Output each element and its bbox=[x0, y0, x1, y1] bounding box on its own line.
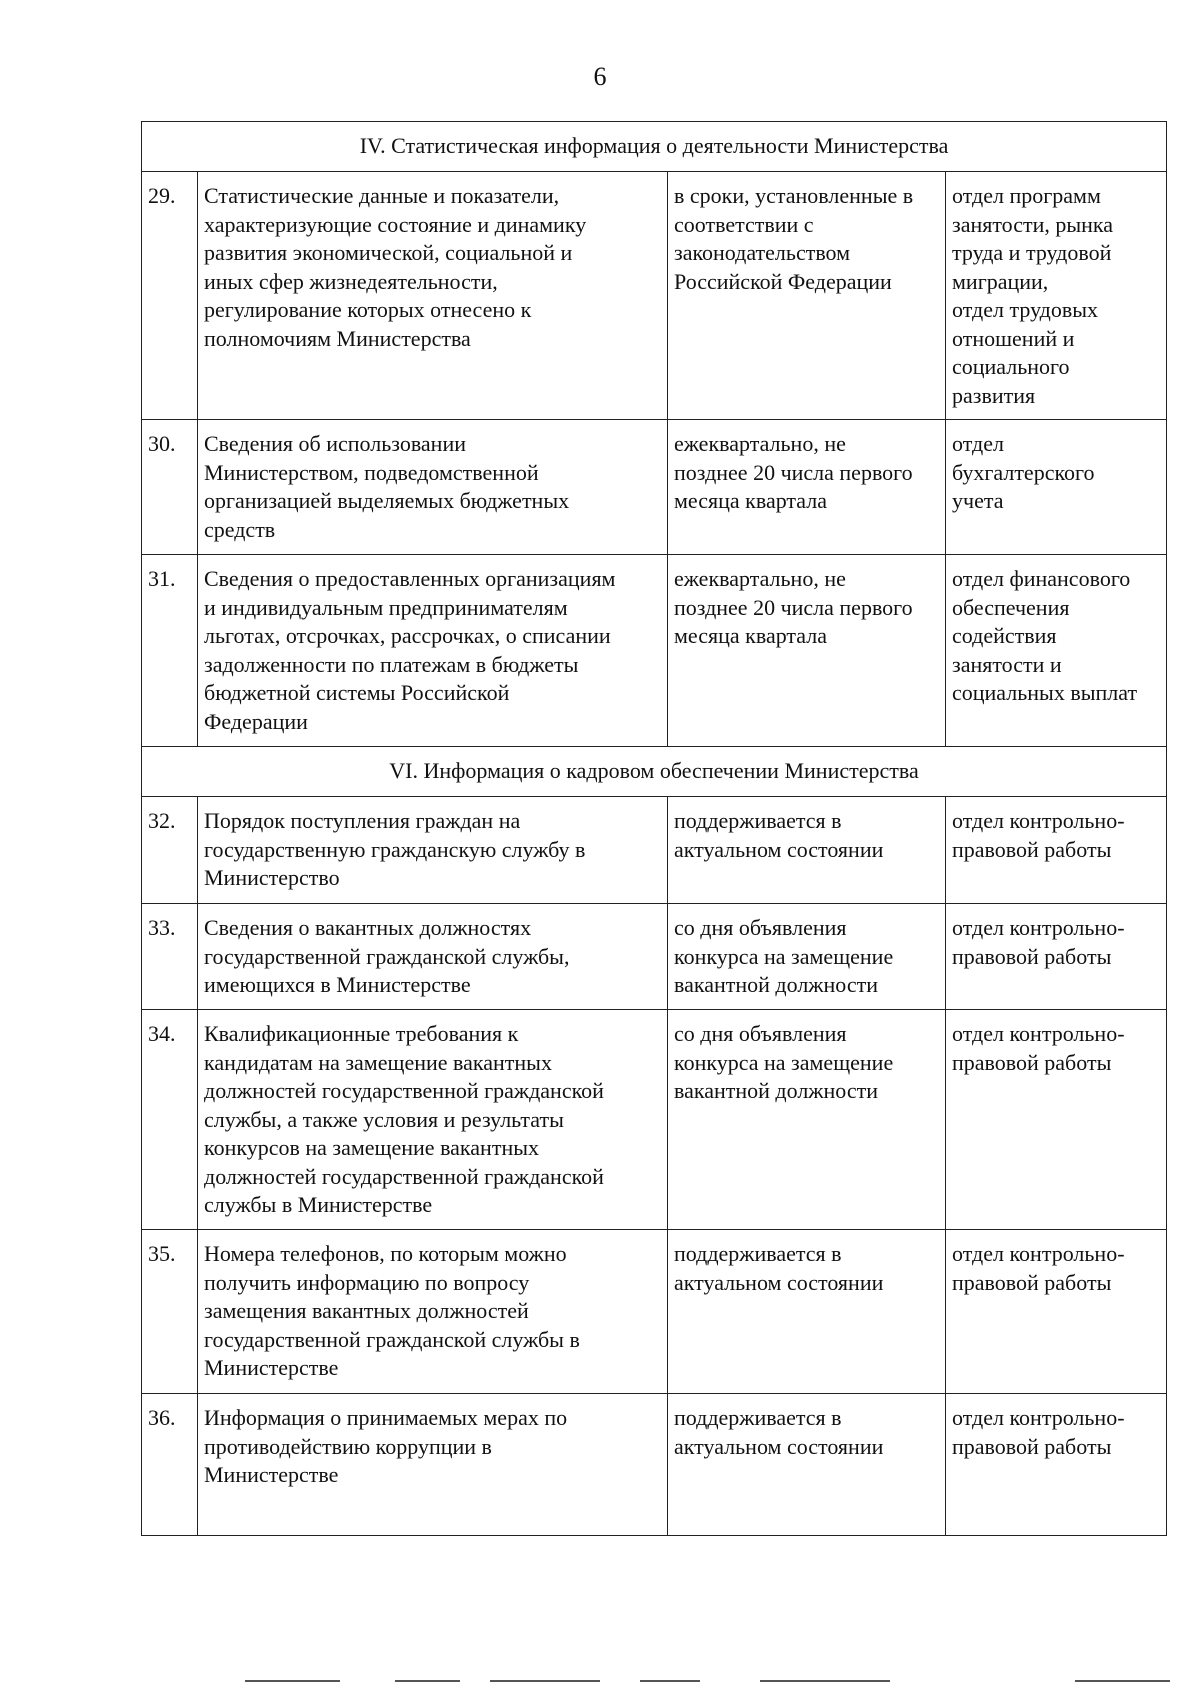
table-row bbox=[142, 555, 1167, 747]
row-number: 36. bbox=[142, 1394, 198, 1536]
row-term: поддерживается в актуальном состоянии bbox=[668, 797, 946, 904]
row-responsible: отдел финансового обеспечения содействия занятости и социальных выплат bbox=[946, 555, 1167, 747]
row-title: Информация о принимаемых мерах по противодействию коррупции в Министерстве bbox=[198, 1394, 668, 1536]
section-header-row bbox=[142, 122, 1167, 172]
row-responsible: отдел контрольно- правовой работы bbox=[946, 1230, 1167, 1394]
row-responsible: отдел контрольно- правовой работы bbox=[946, 797, 1167, 904]
row-term: со дня объявления конкурса на замещение вакантной должности bbox=[668, 1010, 946, 1230]
row-title: Сведения об использовании Министерством, подведомственной организацией выделяемых бюджетных средств bbox=[198, 420, 668, 555]
scan-artifact-line bbox=[395, 1680, 460, 1682]
row-responsible: отдел контрольно- правовой работы bbox=[946, 904, 1167, 1010]
row-number: 35. bbox=[142, 1230, 198, 1394]
scan-artifact-line bbox=[490, 1680, 600, 1682]
table-row bbox=[142, 1394, 1167, 1536]
row-term: поддерживается в актуальном состоянии bbox=[668, 1394, 946, 1536]
scan-artifact-line bbox=[760, 1680, 890, 1682]
row-responsible: отдел бухгалтерского учета bbox=[946, 420, 1167, 555]
section-title: IV. Статистическая информация о деятельности Министерства bbox=[142, 122, 1167, 172]
row-term: ежеквартально, не позднее 20 числа первого месяца квартала bbox=[668, 420, 946, 555]
table-row bbox=[142, 1230, 1167, 1394]
table-row bbox=[142, 420, 1167, 555]
row-title: Статистические данные и показатели, характеризующие состояние и динамику развития экономической, социальной и иных сфер жизнедеятельности, регулирование которых отнесено к полномочиям Министерства bbox=[198, 172, 668, 420]
row-title: Квалификационные требования к кандидатам на замещение вакантных должностей государственной гражданской службы, а также условия и результаты конкурсов на замещение вакантных должностей государственной гражданской службы в Министерстве bbox=[198, 1010, 668, 1230]
row-number: 33. bbox=[142, 904, 198, 1010]
table-row bbox=[142, 172, 1167, 420]
row-title: Сведения о вакантных должностях государственной гражданской службы, имеющихся в Министерстве bbox=[198, 904, 668, 1010]
row-responsible: отдел контрольно- правовой работы bbox=[946, 1394, 1167, 1536]
row-number: 29. bbox=[142, 172, 198, 420]
row-responsible: отдел контрольно- правовой работы bbox=[946, 1010, 1167, 1230]
row-title: Порядок поступления граждан на государственную гражданскую службу в Министерство bbox=[198, 797, 668, 904]
table-row bbox=[142, 1010, 1167, 1230]
row-term: со дня объявления конкурса на замещение вакантной должности bbox=[668, 904, 946, 1010]
table-row bbox=[142, 904, 1167, 1010]
row-responsible: отдел программ занятости, рынка труда и трудовой миграции, отдел трудовых отношений и социального развития bbox=[946, 172, 1167, 420]
row-number: 30. bbox=[142, 420, 198, 555]
row-number: 32. bbox=[142, 797, 198, 904]
section-title: VI. Информация о кадровом обеспечении Министерства bbox=[142, 747, 1167, 797]
page-number: 6 bbox=[593, 62, 607, 91]
row-number: 31. bbox=[142, 555, 198, 747]
row-number: 34. bbox=[142, 1010, 198, 1230]
table-row bbox=[142, 797, 1167, 904]
row-term: в сроки, установленные в соответствии с законодательством Российской Федерации bbox=[668, 172, 946, 420]
row-term: ежеквартально, не позднее 20 числа первого месяца квартала bbox=[668, 555, 946, 747]
row-title: Сведения о предоставленных организациям и индивидуальным предпринимателям льготах, отсрочках, рассрочках, о списании задолженности по платежам в бюджеты бюджетной системы Российской Федерации bbox=[198, 555, 668, 747]
disclosure-table bbox=[141, 121, 1167, 1536]
scan-artifact-line bbox=[640, 1680, 700, 1682]
scan-artifact-line bbox=[1075, 1680, 1170, 1682]
row-title: Номера телефонов, по которым можно получить информацию по вопросу замещения вакантных должностей государственной гражданской службы в Министерстве bbox=[198, 1230, 668, 1394]
section-header-row bbox=[142, 747, 1167, 797]
scan-artifact-line bbox=[245, 1680, 340, 1682]
row-term: поддерживается в актуальном состоянии bbox=[668, 1230, 946, 1394]
